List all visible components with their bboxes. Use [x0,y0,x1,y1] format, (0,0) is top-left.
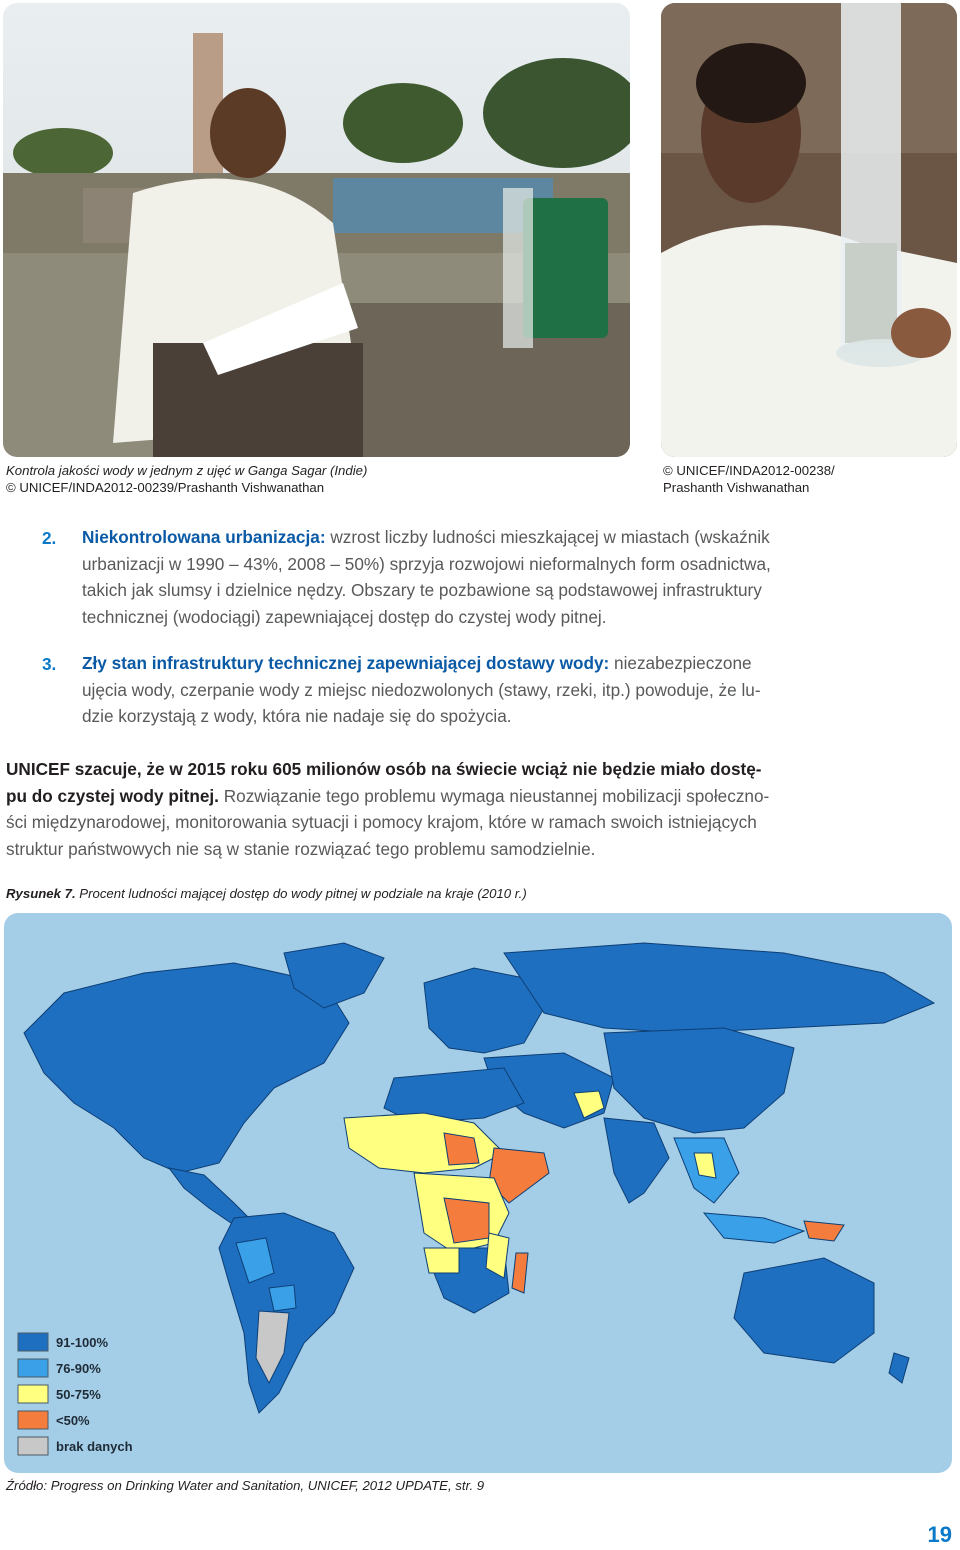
page-number: 19 [927,1522,952,1547]
region-madagascar [512,1253,528,1293]
legend-swatch-1 [18,1359,48,1377]
unicef-line4: struktur państwowych nie są w stanie rozwiązać tego problemu samodzielnie. [6,838,596,859]
photo-cylinder-inspection [661,3,957,457]
region-north-america [24,963,349,1173]
world-water-access-map [4,913,952,1473]
legend-label-0: 91-100% [56,1335,109,1350]
legend-swatch-0 [18,1333,48,1351]
region-sahel [344,1113,504,1173]
figure-caption [6,886,527,901]
figure-source: Źródło: Progress on Drinking Water and Sanitation, UNICEF, 2012 UPDATE, str. 9 [6,1478,485,1493]
region-papua [804,1221,844,1241]
legend-label-2: 50-75% [56,1387,101,1402]
item-3-paragraph [82,650,956,730]
region-india [604,1118,669,1203]
item-2-heading: Niekontrolowana urbanizacja: [82,527,326,547]
region-angola [424,1248,459,1273]
region-indonesia [704,1213,804,1243]
region-bolivia [269,1285,296,1311]
item-3-line3: dzie korzystają z wody, która nie nadaje się do spożycia. [82,706,512,726]
legend-label-3: <50% [56,1413,90,1428]
item-2-line2: urbanizacji w 1990 – 43%, 2008 – 50%) sprzyja rozwojowi nieformalnych form osadnictwa, [82,553,771,574]
region-west-africa-low [444,1133,479,1165]
item-2-line3: takich jak slumsy i dzielnice nędzy. Obszary te pozbawione są podstawowej infrastruktury [82,580,762,600]
caption-right-line2: Prashanth Vishwanathan [663,480,810,495]
photo-caption-right [663,462,835,496]
region-australia [734,1258,874,1363]
caption-left-credit: © UNICEF/INDA2012-00239/Prashanth Vishwanathan [6,480,325,495]
item-3-heading: Zły stan infrastruktury technicznej zapewniającej dostawy wody: [82,653,610,673]
unicef-bold-line2: pu do czystej wody pitnej. [6,785,219,806]
legend-swatch-2 [18,1385,48,1403]
legend-label-4: brak danych [56,1439,133,1454]
map-legend [18,1333,133,1455]
caption-left-line1: Kontrola jakości wody w jednym z ujęć w Ganga Sagar (Indie) [6,463,368,478]
item-2-number: 2. [42,528,57,548]
region-central-america [169,1168,249,1225]
item-2-paragraph [82,524,956,630]
item-2-line1: wzrost liczby ludności mieszkającej w miastach (wskaźnik [325,527,770,547]
region-russia [504,943,934,1033]
region-china [604,1028,794,1133]
legend-swatch-4 [18,1437,48,1455]
caption-right-line1: © UNICEF/INDA2012-00238/ [663,463,835,478]
legend-swatch-3 [18,1411,48,1429]
world-map-svg [4,913,952,1473]
unicef-paragraph [6,756,956,862]
legend-label-1: 76-90% [56,1361,101,1376]
item-2-line4: technicznej (wodociągi) zapewniającej dostęp do czystej wody pitnej. [82,606,607,627]
unicef-line2: Rozwiązanie tego problemu wymaga nieustannej mobilizacji społeczno- [218,785,770,806]
item-3-line1: niezabezpieczone [609,653,752,673]
unicef-line3: ści międzynarodowej, monitorowania sytuacji i pomocy krajom, które w ramach swoich istniejących [6,812,757,832]
photo-caption-left [6,462,367,496]
item-3-line2: ujęcia wody, czerpanie wody z miejsc niedozwolonych (stawy, rzeki, itp.) powoduje, że lu- [82,679,761,700]
figure-caption-text: Procent ludności mającej dostęp do wody pitnej w podziale na kraje (2010 r.) [75,886,527,901]
photo-water-quality-notes [3,3,630,457]
unicef-bold-line1: UNICEF szacuje, że w 2015 roku 605 milionów osób na świecie wciąż nie będzie miało dostę- [6,759,762,779]
region-new-zealand [889,1353,909,1383]
figure-label: Rysunek 7. [6,886,76,901]
item-3-number: 3. [42,654,57,674]
